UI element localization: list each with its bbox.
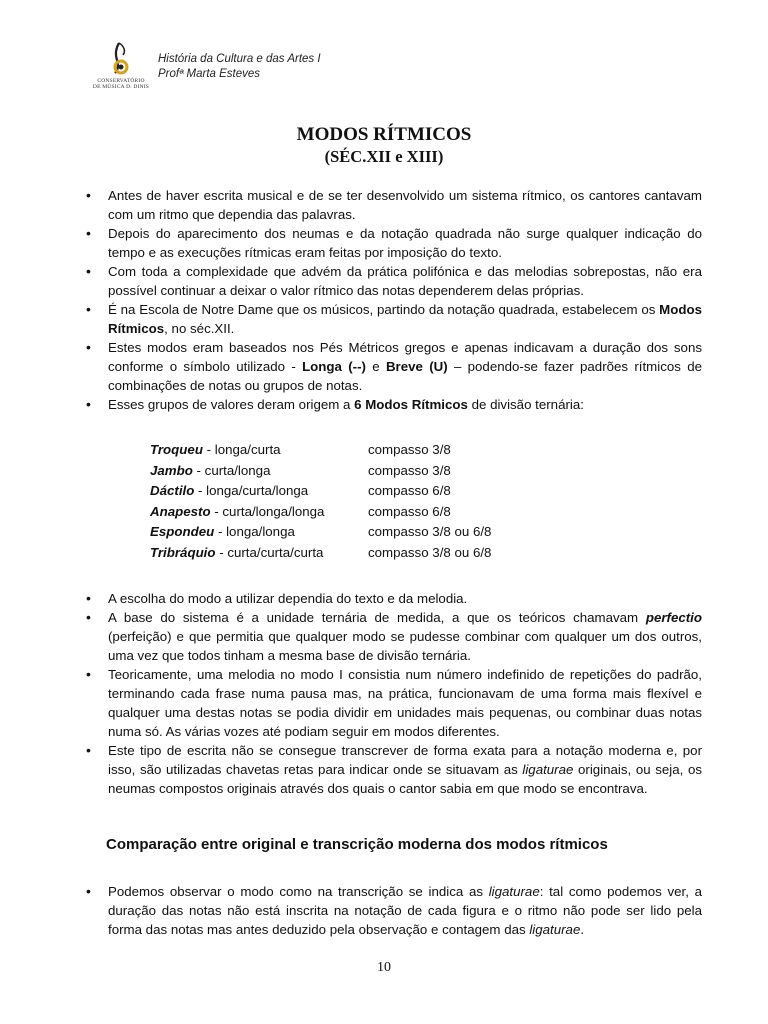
rhythmic-modes-list — [150, 440, 702, 563]
mode-meter: compasso 6/8 — [368, 483, 451, 498]
course-info — [158, 52, 321, 82]
conservatory-logo — [86, 40, 156, 100]
mode-name: Tribráquio — [150, 544, 216, 560]
mode-name: Dáctilo — [150, 483, 195, 498]
mode-meter: compasso 3/8 — [368, 442, 451, 457]
page-subtitle: (SÉC.XII e XIII) — [324, 147, 444, 166]
teacher-name: Profª Marta Esteves — [158, 68, 261, 80]
list-item: • É na Escola de Notre Dame que os músicos, partindo da notação quadrada, estabelecem os Modos Rítmicos, no séc.XII. — [86, 300, 702, 338]
mode-meter: compasso 3/8 ou 6/8 — [368, 544, 492, 560]
page-header — [86, 40, 486, 102]
mode-name: Anapesto — [150, 503, 211, 519]
mode-pattern: - longa/curta/longa — [194, 483, 309, 498]
mode-row — [150, 481, 702, 502]
logo-emblem-icon — [86, 40, 156, 78]
list-item: • Podemos observar o modo como na transcrição se indica as ligaturae: tal como podemos ver, a duração das notas não está inscrita na notação de cada figura e o ritmo não pode ser lido pela forma das notas mas antes deduzido pela observação e contagem das ligaturae. — [86, 882, 702, 939]
mode-pattern: - longa/curta — [202, 442, 281, 457]
mode-pattern: - curta/longa/longa — [210, 503, 325, 519]
mode-meter: compasso 3/8 ou 6/8 — [368, 524, 492, 539]
mode-row — [150, 522, 702, 543]
mode-name: Espondeu — [150, 524, 215, 539]
intro-bullet-list — [86, 186, 702, 414]
page-number: 10 — [377, 960, 391, 975]
mode-name: Jambo — [150, 462, 193, 478]
mode-pattern: - longa/longa — [214, 524, 295, 539]
list-item: • Este tipo de escrita não se consegue transcrever de forma exata para a notação moderna e, por isso, são utilizadas chavetas retas para indicar onde se situavam as ligaturae originais, ou seja, os neumas compostos originais através dos quais o cantor sabia em que modo se encontrava. — [86, 741, 702, 798]
list-item: • Depois do aparecimento dos neumas e da notação quadrada não surge qualquer indicação do tempo e as execuções rítmicas eram feitas por imposição do texto. — [86, 224, 702, 262]
mode-row — [150, 502, 702, 523]
mode-pattern: - curta/longa — [192, 462, 271, 478]
section-heading: Comparação entre original e transcrição moderna dos modos rítmicos — [106, 836, 608, 853]
list-item: • A base do sistema é a unidade ternária de medida, a que os teóricos chamavam perfectio (perfeição) e que permitia que qualquer modo se pudesse combinar com qualquer um dos outros, uma vez que todos tinham a mesma base de divisão ternária. — [86, 608, 702, 665]
comparison-bullet-list — [86, 882, 702, 939]
main-content — [86, 186, 702, 798]
mode-meter: compasso 3/8 — [368, 462, 451, 478]
mode-pattern: - curta/curta/curta — [215, 544, 324, 560]
mode-name: Troqueu — [150, 442, 203, 457]
list-item: • Com toda a complexidade que advém da prática polifónica e das melodias sobrepostas, não era possível continuar a deixar o valor rítmico das notas dependerem delas próprias. — [86, 262, 702, 300]
page-title: MODOS RÍTMICOS — [296, 124, 472, 145]
list-item: • Antes de haver escrita musical e de se ter desenvolvido um sistema rítmico, os cantores cantavam com um ritmo que dependia das palavras. — [86, 186, 702, 224]
mode-row — [150, 440, 702, 461]
system-bullet-list — [86, 589, 702, 798]
mode-row — [150, 461, 702, 482]
list-item: • Teoricamente, uma melodia no modo I consistia num número indefinido de repetições do padrão, terminando cada frase numa pausa mas, na prática, funcionavam de uma forma mais flexível e qualquer uma destas notas se podia dividir em unidades mais pequenas, ou combinar duas notas numa só. As várias vozes até podiam seguir em modos diferentes. — [86, 665, 702, 741]
mode-row — [150, 543, 702, 564]
logo-text: CONSERVATÓRIO DE MÚSICA D. DINIS — [92, 78, 150, 90]
mode-meter: compasso 6/8 — [368, 503, 451, 519]
comparison-content — [86, 882, 702, 939]
course-name: História da Cultura e das Artes I — [158, 53, 321, 65]
list-item: • Estes modos eram baseados nos Pés Métricos gregos e apenas indicavam a duração dos sons conforme o símbolo utilizado - Longa (--) e Breve (U) – podendo-se fazer padrões rítmicos de combinações de notas ou grupos de notas. — [86, 338, 702, 395]
list-item: • A escolha do modo a utilizar dependia do texto e da melodia. — [86, 589, 702, 608]
list-item: • Esses grupos de valores deram origem a 6 Modos Rítmicos de divisão ternária: — [86, 395, 702, 414]
